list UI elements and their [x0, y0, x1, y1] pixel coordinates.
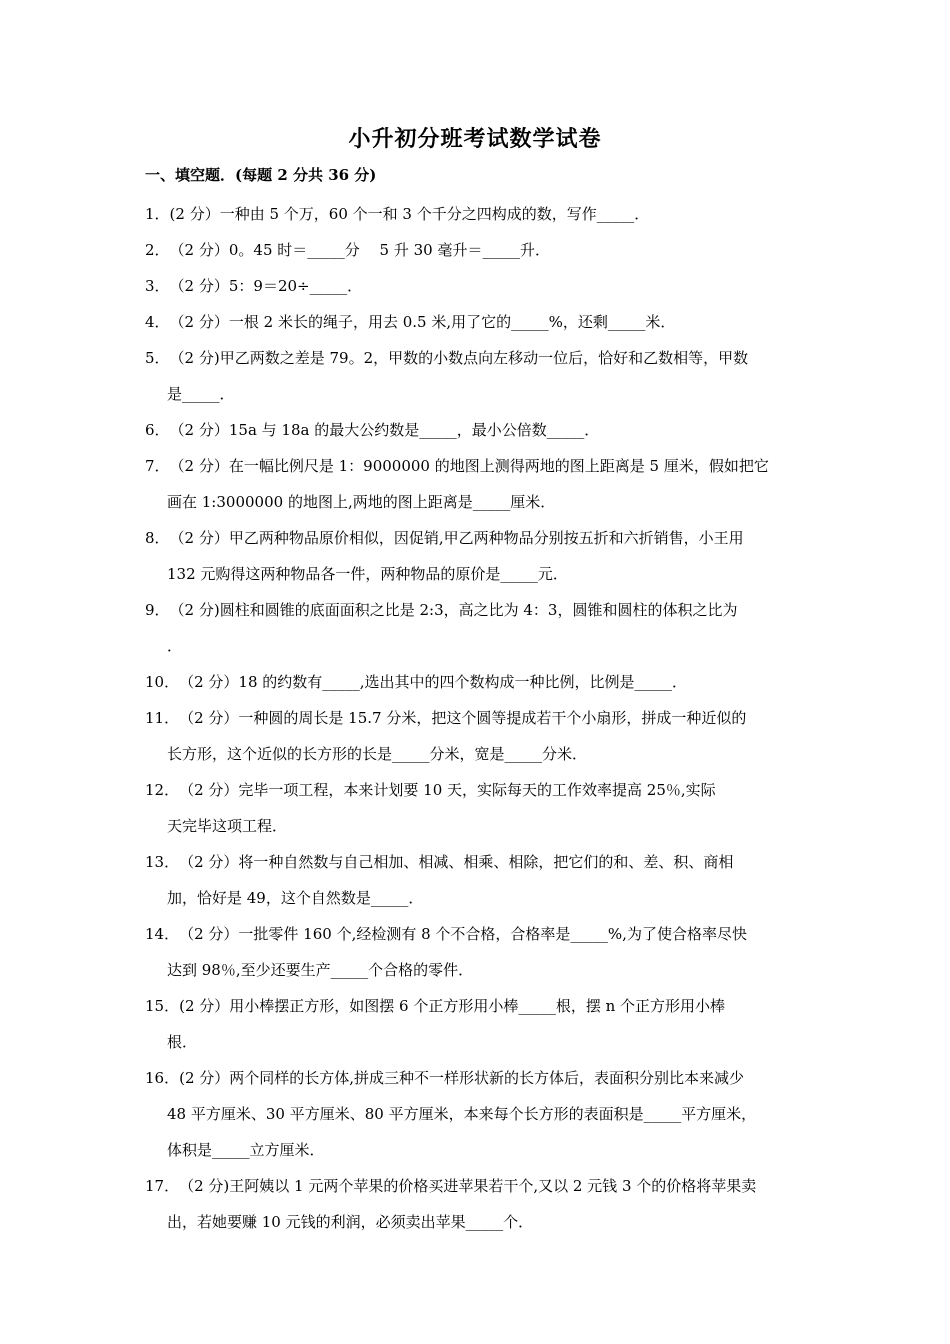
- question-line: [145, 232, 815, 268]
- question-text: (2 分）用小棒摆正方形，如图摆 6 个正方形用小棒_____根，摆 n 个正方形用小棒: [179, 997, 726, 1015]
- question-continuation: 出，若她要赚 10 元钱的利润，必须卖出苹果_____个．: [167, 1213, 534, 1231]
- question-text: （2 分）18 的约数有_____,选出其中的四个数构成一种比例，比例是_____．: [179, 673, 688, 691]
- question-number: 16．: [145, 1069, 180, 1087]
- question-item: [145, 772, 815, 844]
- section-heading: 一、填空题．(每题 2 分共 36 分): [145, 166, 377, 184]
- question-item: [145, 520, 815, 592]
- question-continuation: 48 平方厘米、30 平方厘米、80 平方厘米，本来每个长方形的表面积是_____平方厘米，: [167, 1105, 757, 1123]
- question-text: （2 分）一批零件 160 个,经检测有 8 个不合格，合格率是_____%,为了使合格率尽快: [179, 925, 747, 943]
- question-continuation: 天完毕这项工程．: [167, 817, 288, 835]
- question-text: （2 分）5：9＝20÷_____．: [169, 277, 363, 295]
- question-text: （2 分)王阿姨以 1 元两个苹果的价格买进苹果若干个,又以 2 元钱 3 个的价格将苹果卖: [179, 1177, 757, 1195]
- question-item: [145, 592, 815, 664]
- question-item: [145, 1060, 815, 1168]
- question-item: [145, 340, 815, 412]
- question-number: 6．: [145, 421, 170, 439]
- question-number: 12．: [145, 781, 180, 799]
- question-line: [145, 1060, 815, 1096]
- question-text: （2 分）15a 与 18a 的最大公约数是_____，最小公倍数_____．: [169, 421, 600, 439]
- question-number: 3．: [145, 277, 170, 295]
- question-line: [145, 916, 815, 952]
- question-item: [145, 196, 815, 232]
- question-continuation: 是_____．: [167, 385, 235, 403]
- question-line: [145, 340, 815, 376]
- question-continuation: 达到 98％,至少还要生产_____个合格的零件．: [167, 961, 474, 979]
- question-item: [145, 988, 815, 1060]
- question-number: 1．: [145, 205, 170, 223]
- question-continuation: 画在 1:3000000 的地图上,两地的图上距离是_____厘米．: [167, 493, 556, 511]
- question-text: （2 分）一种圆的周长是 15.7 分米，把这个圆等提成若干个小扇形，拼成一种近似的: [179, 709, 747, 727]
- question-continuation: 根．: [167, 1033, 198, 1051]
- question-line: [145, 844, 815, 880]
- question-text: （2 分)甲乙两数之差是 79。2，甲数的小数点向左移动一位后，恰好和乙数相等，甲数: [169, 349, 749, 367]
- question-item: [145, 916, 815, 988]
- question-line: [145, 304, 815, 340]
- question-item: [145, 232, 815, 268]
- question-text: （2 分）将一种自然数与自己相加、相减、相乘、相除，把它们的和、差、积、商相: [179, 853, 734, 871]
- question-text: (2 分）一种由 5 个万，60 个一和 3 个千分之四构成的数，写作_____．: [169, 205, 650, 223]
- question-line: [145, 448, 815, 484]
- question-number: 11．: [145, 709, 180, 727]
- question-number: 9．: [145, 601, 170, 619]
- question-line: [145, 412, 815, 448]
- question-number: 2．: [145, 241, 170, 259]
- question-text: （2 分）甲乙两种物品原价相似，因促销,甲乙两种物品分别按五折和六折销售，小王用: [169, 529, 744, 547]
- page-title: 小升初分班考试数学试卷: [348, 126, 602, 152]
- question-line: [145, 700, 815, 736]
- question-text: （2 分）完毕一项工程，本来计划要 10 天，实际每天的工作效率提高 25％,实际: [179, 781, 716, 799]
- question-number: 17．: [145, 1177, 180, 1195]
- question-continuation: 132 元购得这两种物品各一件，两种物品的原价是_____元．: [167, 565, 568, 583]
- question-list: [145, 196, 815, 1240]
- question-text: （2 分）在一幅比例尺是 1：9000000 的地图上测得两地的图上距离是 5 厘米，假如把它: [169, 457, 769, 475]
- question-line: [145, 196, 815, 232]
- question-line: [145, 988, 815, 1024]
- question-line: [145, 268, 815, 304]
- question-line: [145, 520, 815, 556]
- question-number: 5．: [145, 349, 170, 367]
- question-text: (2 分）两个同样的长方体,拼成三种不一样形状新的长方体后，表面积分别比本来减少: [179, 1069, 745, 1087]
- question-item: [145, 268, 815, 304]
- question-item: [145, 1168, 815, 1240]
- question-number: 7．: [145, 457, 170, 475]
- question-continuation: 体积是_____立方厘米．: [167, 1141, 325, 1159]
- question-line: [145, 772, 815, 808]
- question-line: [145, 1168, 815, 1204]
- question-continuation: 长方形，这个近似的长方形的长是_____分米，宽是_____分米．: [167, 745, 588, 763]
- question-item: [145, 412, 815, 448]
- question-number: 14．: [145, 925, 180, 943]
- question-number: 4．: [145, 313, 170, 331]
- question-text: （2 分）0。45 时＝_____分 5 升 30 毫升＝_____升．: [169, 241, 550, 259]
- question-number: 10．: [145, 673, 180, 691]
- question-text: （2 分)圆柱和圆锥的底面面积之比是 2:3，高之比为 4：3，圆锥和圆柱的体积之比为: [169, 601, 738, 619]
- question-line: [145, 664, 815, 700]
- question-line: [145, 592, 815, 628]
- question-number: 15．: [145, 997, 180, 1015]
- question-item: [145, 448, 815, 520]
- question-item: [145, 700, 815, 772]
- question-item: [145, 304, 815, 340]
- question-continuation: ．: [167, 637, 183, 655]
- question-text: （2 分）一根 2 米长的绳子，用去 0.5 米,用了它的_____%，还剩_____米．: [169, 313, 676, 331]
- question-number: 8．: [145, 529, 170, 547]
- question-item: [145, 844, 815, 916]
- question-number: 13．: [145, 853, 180, 871]
- question-item: [145, 664, 815, 700]
- question-continuation: 加，恰好是 49，这个自然数是_____．: [167, 889, 424, 907]
